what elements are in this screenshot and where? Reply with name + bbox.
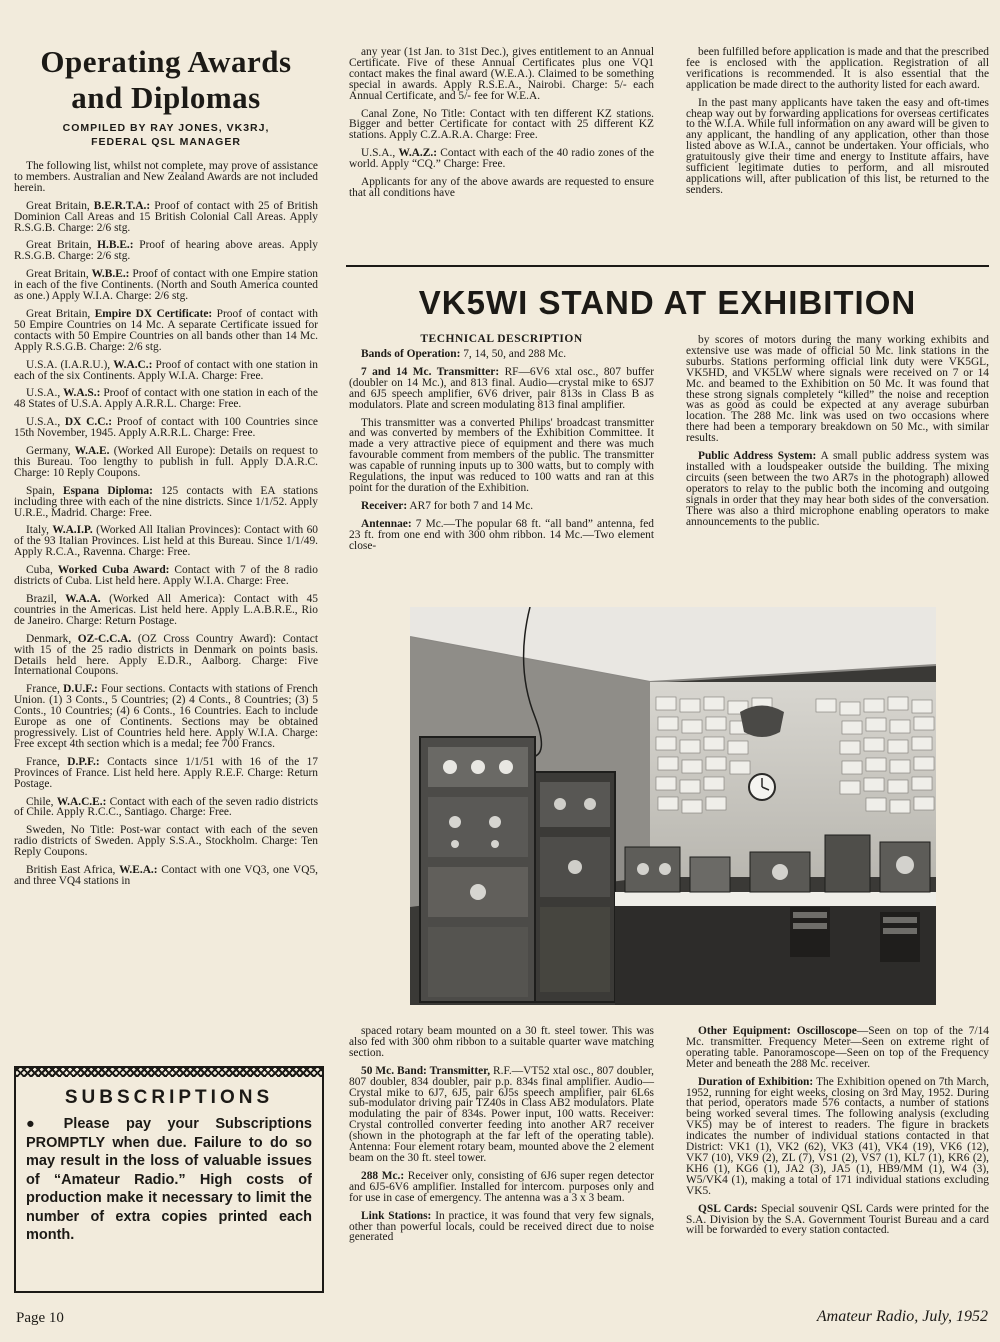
paragraph-heading: W.B.E.: bbox=[91, 268, 130, 281]
paragraph-text: any year (1st Jan. to 31st Dec.), gives entitlement to an Annual Certificate. Five of these Annual Certificates plus one VQ1 contact makes the final award (W.E.A.). Claimed to be something special in awards. Apply R.S.E.A., Nairobi. Charge: 5/- each Annual Certificate, and 5/- fee for W.E.A. bbox=[349, 46, 654, 102]
paragraph-heading: Duration of Exhibition: bbox=[698, 1075, 814, 1088]
paragraph-text: Proof of contact with one Empire station in each of the five Continents. (North and South America counted as one.) Apply W.I.A. Charge: 2/6 stg. bbox=[14, 268, 319, 303]
exhibition-banner: VK5WI STAND AT EXHIBITION bbox=[418, 284, 917, 321]
paragraph bbox=[14, 525, 318, 558]
paragraph-heading: Other Equipment: Oscilloscope bbox=[698, 1025, 857, 1037]
magazine-issue: Amateur Radio, July, 1952 bbox=[816, 1308, 988, 1325]
paragraph-heading: Empire DX Certificate: bbox=[94, 307, 213, 320]
technical-description-heading: TECHNICAL DESCRIPTION bbox=[420, 333, 583, 345]
paragraph bbox=[686, 335, 989, 444]
paragraph-text: U.S.A., bbox=[26, 387, 64, 400]
paragraph-text: U.S.A., bbox=[26, 416, 65, 429]
paragraph-heading: D.U.F.: bbox=[63, 683, 98, 696]
paragraph-text: been fulfilled before application is made and that the prescribed fee is enclosed with the application. Registration of all verifications is recommended. It is also essential that the application be made direct to the authority listed for each award. bbox=[686, 46, 989, 91]
paragraph-text: Great Britain, bbox=[26, 268, 92, 281]
paragraph-heading: Receiver: bbox=[361, 499, 408, 512]
paragraph-heading: H.B.E.: bbox=[97, 239, 134, 252]
paragraph bbox=[349, 109, 654, 142]
paragraph-text: R.F.—VT52 xtal osc., 807 doubler, 807 doubler, 834 doubler, pair p.p. 834s final amplifier. Audio—Crystal mike to 6J7, 6J5, pair 6J5s speech amplifier, pair 6L6s sub-modulator driving pair TZ40s in Class AB2 modulators. Plate modulating the pair of 834s. Power input, 100 watts. Receiver: Crystal controlled converter feeding into another AR7 receiver (shown in the photograph at the far left of the operating table). Antenna: Four element rotary beam, mounted above the 2 element beam on the 30 ft. steel tower. bbox=[349, 1064, 654, 1164]
paragraph-heading: Public Address System: bbox=[698, 450, 817, 463]
paragraph-text: spaced rotary beam mounted on a 30 ft. steel tower. This was also fed with 300 ohm ribbon to a suitable quarter wave matching section. bbox=[349, 1025, 654, 1059]
paragraph-text: Proof of contact with 25 of British Dominion Call Areas and 15 British Colonial Call Areas. Apply R.S.G.B. Charge: 2/6 stg. bbox=[14, 199, 318, 234]
paragraph bbox=[349, 519, 654, 552]
paragraph-heading: W.E.A.: bbox=[119, 864, 158, 877]
paragraph-text: Contact with each of the 40 radio zones of the world. Apply “CQ.” Charge: Free. bbox=[349, 147, 655, 171]
paragraph-text: Italy, bbox=[26, 524, 53, 537]
paragraph-text: Germany, bbox=[26, 445, 75, 458]
paragraph-text: 7 Mc.—The popular 68 ft. “all band” antenna, fed 23 ft. from one end with 300 ohm ribbon. 14 Mc.—Two element close- bbox=[349, 517, 654, 552]
paragraph bbox=[14, 269, 318, 302]
paragraph-heading: QSL Cards: bbox=[698, 1202, 758, 1215]
paragraph-text: RF—6V6 xtal osc., 807 buffer (doubler on 14 Mc.), and 813 final. Audio—crystal mike to 6SJ7 and 6J5 speech amplifier, 6V6 driver, pair 813s in Class B as modulators. Plate and screen modulating 813 final amplifier. bbox=[349, 365, 654, 411]
subscriptions-text: ● Please pay your Subscriptions PROMPTLY when due. Failure to do so may result in the loss of valuable issues of “Amateur Radio.” High costs of production make it necessary to limit the number of extra copies printed each month. bbox=[26, 1116, 312, 1243]
subscriptions-notice bbox=[14, 1066, 324, 1293]
subscriptions-border-top bbox=[16, 1068, 322, 1077]
paragraph-heading: 288 Mc.: bbox=[361, 1169, 405, 1182]
paragraph-heading: W.A.Z.: bbox=[398, 147, 437, 160]
column-3-exhibition-details bbox=[686, 1026, 989, 1243]
paragraph bbox=[14, 388, 318, 410]
section-divider bbox=[346, 265, 989, 267]
paragraph-heading: W.A.E. bbox=[74, 445, 110, 458]
paragraph bbox=[14, 865, 318, 887]
paragraph-text: Contacts since 1/1/51 with 16 of the 17 Provinces of France. List held here. Apply R.E.F. Charge: Return Postage. bbox=[14, 755, 318, 790]
paragraph-text: U.S.A. (I.A.R.U.), bbox=[26, 358, 114, 371]
paragraph-text: Cuba, bbox=[26, 564, 58, 577]
paragraph bbox=[349, 1171, 654, 1204]
paragraph-text: U.S.A., bbox=[361, 147, 399, 160]
paragraph bbox=[14, 446, 318, 479]
paragraph-text: This transmitter was a converted Philips' broadcast transmitter and was converted by members of the Exhibition Committee. It made a very attractive piece of equipment and there was much favourable comment from members of the public. The transmitter was capable of running inputs up to 300 watts, but to comply with Regulations, the input was reduced to 100 watts and ran at this point for the duration of the Exhibition. bbox=[349, 416, 654, 494]
paragraph-text: by scores of motors during the many working exhibits and extensive use was made of official 50 Mc. link stations in the suburbs. Stations performing official link duty were VK5GL, VK5HD, and VK5LW where signals were received on 7 or 14 Mc. and beamed to the Exhibition on 50 Mc. It was found that these strong signals completely “killed” the noise and reception was as good as could be expected at any average suburban location. The 288 Mc. link was used on two occasions where there had been a temporary breakdown on 50 Mc., with similar results. bbox=[686, 334, 989, 445]
paragraph-text: 125 contacts with EA stations including three with each of the nine districts. Since 1/1/52. Apply U.R.E., Madrid. Charge: Free. bbox=[14, 484, 318, 519]
paragraph-text: Proof of contact with 50 Empire Countries on 14 Mc. A separate Certificate issued for contacts with 50 Empire Countries on all bands other than 14 Mc. Apply R.S.G.B. Charge: 2/6 stg. bbox=[14, 307, 318, 353]
paragraph bbox=[349, 1211, 654, 1244]
paragraph-text: AR7 for both 7 and 14 Mc. bbox=[407, 499, 534, 512]
paragraph-text: Special souvenir QSL Cards were printed for the S.A. Division by the S.A. Government Tourist Bureau and a card will be forwarded to every station contacted. bbox=[686, 1202, 989, 1237]
paragraph bbox=[14, 309, 318, 353]
paragraph-text: France, bbox=[26, 755, 68, 768]
exhibition-stand-photo bbox=[410, 607, 936, 1005]
paragraph-heading: 50 Mc. Band: Transmitter, bbox=[361, 1064, 491, 1077]
paragraph-heading: W.A.I.P. bbox=[52, 524, 93, 537]
paragraph bbox=[686, 451, 989, 527]
paragraph-text: Canal Zone, No Title: Contact with ten different KZ stations. Bigger and better Certificate for contact with 25 different KZ stations. Apply C.Z.A.R.A. Charge: Free. bbox=[349, 107, 654, 142]
title-line-2: and Diplomas bbox=[71, 80, 261, 115]
technical-description-text bbox=[349, 349, 654, 552]
paragraph-text: (Worked All Europe): Details on request to this Bureau. Too lengthy to publish in full. Apply D.A.R.C. Charge: 10 Reply Coupons. bbox=[14, 445, 318, 479]
paragraph bbox=[14, 201, 318, 234]
paragraph-text: Contact with each of the seven radio districts of Chile. Apply R.C.C., Santiago. Charge: Free. bbox=[14, 795, 318, 819]
paragraph bbox=[349, 148, 654, 170]
paragraph bbox=[349, 367, 654, 411]
paragraph-heading: W.A.C.: bbox=[113, 358, 153, 371]
paragraph-text: (OZ Cross Country Award): Contact with 15 of the 25 radio districts in Denmark on points basis. Details held here. Apply E.D.R., Aalborg. Charge: Five International Coupons. bbox=[14, 632, 318, 678]
paragraph-heading: Antennae: bbox=[361, 517, 412, 530]
paragraph-text: Proof of contact with one station in each of the 48 States of U.S.A. Apply A.R.R.L. Charge: Free. bbox=[14, 387, 318, 411]
paragraph-text: France, bbox=[26, 683, 64, 696]
column-3-link-stations bbox=[686, 335, 989, 534]
paragraph bbox=[349, 349, 654, 360]
paragraph bbox=[349, 177, 654, 199]
column-1-awards-list bbox=[14, 161, 318, 894]
paragraph-text: Denmark, bbox=[26, 632, 78, 645]
column-2-awards-continued bbox=[349, 47, 654, 206]
paragraph-text: A small public address system was installed with a loudspeaker outside the building. The mixing circuits (seen between the two AR7s in the photograph) allowed operators to relay to the public both the incoming and outgoing signals in order that they may hear both sides of the conversation. There was also a third microphone enabling operators to make announcements to the public. bbox=[686, 450, 989, 528]
byline-line-2: FEDERAL QSL MANAGER bbox=[91, 136, 241, 148]
paragraph-text: In practice, it was found that very few signals, other than powerful locals, could be received direct due to noise generated bbox=[349, 1209, 654, 1244]
paragraph-heading: Worked Cuba Award: bbox=[57, 564, 170, 577]
paragraph-text: Applicants for any of the above awards are requested to ensure that all conditions have bbox=[349, 176, 654, 199]
article-title bbox=[20, 44, 312, 116]
paragraph bbox=[349, 1026, 654, 1059]
paragraph bbox=[14, 565, 318, 587]
paragraph bbox=[686, 1077, 989, 1197]
paragraph-text: Spain, bbox=[26, 484, 64, 497]
byline bbox=[20, 121, 312, 149]
paragraph-text: Proof of hearing above areas. Apply R.S.G.B. Charge: 2/6 stg. bbox=[14, 239, 318, 263]
paragraph-text: Great Britain, bbox=[26, 239, 98, 252]
paragraph-text: Great Britain, bbox=[26, 307, 95, 320]
exhibition-stand-photo-illustration bbox=[410, 607, 936, 1005]
page-number: Page 10 bbox=[16, 1310, 64, 1326]
paragraph-heading: Link Stations: bbox=[361, 1209, 432, 1222]
paragraph-heading: W.A.C.E.: bbox=[56, 795, 107, 808]
paragraph-text: 7, 14, 50, and 288 Mc. bbox=[460, 348, 567, 360]
paragraph bbox=[14, 684, 318, 749]
paragraph bbox=[14, 417, 318, 439]
paragraph-heading: W.A.S.: bbox=[63, 387, 101, 400]
paragraph bbox=[14, 240, 318, 262]
paragraph-heading: D.P.F.: bbox=[67, 755, 100, 768]
paragraph-text: Receiver only, consisting of 6J6 super regen detector and 6J5-6V6 amplifier. Installed for intercom. purposes only and for use in case of emergency. The antenna was a 3 x 3 beam. bbox=[349, 1169, 654, 1204]
paragraph-text: British East Africa, bbox=[26, 864, 120, 877]
paragraph bbox=[686, 98, 989, 196]
paragraph bbox=[349, 501, 654, 512]
paragraph bbox=[14, 594, 318, 627]
paragraph-text: Great Britain, bbox=[26, 199, 94, 212]
paragraph-heading: Espana Diploma: bbox=[63, 484, 153, 497]
paragraph bbox=[14, 360, 318, 382]
paragraph bbox=[14, 634, 318, 678]
paragraph-heading: B.E.R.T.A.: bbox=[93, 199, 151, 212]
paragraph-heading: DX C.C.: bbox=[64, 416, 113, 429]
title-line-1: Operating Awards bbox=[40, 44, 292, 79]
paragraph-text: Contact with 7 of the 8 radio districts of Cuba. List held here. Apply W.I.A. Charge: Free. bbox=[14, 564, 318, 588]
paragraph bbox=[686, 47, 989, 91]
paragraph-heading: Bands of Operation: bbox=[361, 348, 461, 360]
column-2-equipment-details bbox=[349, 1026, 654, 1250]
paragraph-text: —Seen on top of the 7/14 Mc. transmitter. Frequency Meter—Seen on extreme right of operating table. Panoramoscope—Seen on top of the Frequency Meter and beneath the 288 Mc. receiver. bbox=[686, 1025, 990, 1070]
paragraph bbox=[349, 418, 654, 494]
paragraph-text: The Exhibition opened on 7th March, 1952, running for eight weeks, closing on 3rd May, 1952. During that period, operators made 576 contacts, a number of stations being worked several times. The following analysis (excluding VK5) may be of interest to readers. The figure in brackets indicates the number of individual stations contacted in that District: VK1 (1), VK2 (62), VK3 (41), VK4 (19), VK6 (12), VK7 (10), VK9 (2), ZL (7), VS1 (2), VS7 (1), KL7 (1), KR6 (2), KH6 (1), KG6 (1), JA2 (3), JA5 (1), HB9/MM (1), W4 (3), W5/VK4 (1), making a total of 171 individual stations excluding VK5. bbox=[686, 1075, 989, 1197]
technical-description-section bbox=[349, 333, 654, 559]
paragraph-text: Chile, bbox=[26, 795, 57, 808]
paragraph-heading: OZ-C.C.A. bbox=[77, 632, 132, 645]
paragraph-text: Contact with one VQ3, one VQ5, and three VQ4 stations in bbox=[14, 864, 318, 887]
paragraph-text: In the past many applicants have taken the easy and oft-times cheap way out by forwarding applications for overseas certificates to the W.I.A. While full information on any award will be given to any applicant, the handling of any application, other than those listed above as W.I.A., cannot be undertaken. Your officials, who gratuitously give their time and energy to Institute affairs, have sufficient legitimate duties to perform, and all misrouted applications will, after publication of this list, be returned to the senders. bbox=[686, 96, 989, 196]
paragraph bbox=[14, 161, 318, 194]
paragraph-text: Sweden, No Title: Post-war contact with each of the seven radio districts of Sweden. Apply S.S.A., Stockholm. Charge: Ten Reply Coupons. bbox=[14, 824, 318, 859]
paragraph-heading: W.A.A. bbox=[65, 593, 101, 605]
paragraph-text: Proof of contact with one station in each of the six Continents. Apply W.I.A. Charge: Free. bbox=[14, 358, 318, 382]
paragraph-text: (Worked All America): Contact with 45 countries in the Americas. List held here. Apply L.A.B.R.E., Rio de Janeiro. Charge: Return Postage. bbox=[14, 593, 318, 627]
paragraph bbox=[686, 1204, 989, 1237]
paragraph-text: (Worked All Italian Provinces): Contact with 60 of the 93 Italian Provinces. List held at this Bureau. Since 1/1/49. Apply R.C.A., Ravenna. Charge: Free. bbox=[14, 524, 318, 559]
paragraph bbox=[349, 47, 654, 102]
paragraph bbox=[14, 757, 318, 790]
paragraph-text: Proof of contact with 100 Countries since 15th November, 1945. Apply A.R.R.L. Charge: Free. bbox=[14, 416, 318, 440]
paragraph bbox=[14, 825, 318, 858]
paragraph-text: Four sections. Contacts with stations of French Union. (1) 3 Conts., 5 Countries; (2) 4 Conts., 8 Countries; (3) 5 Conts., 10 Countries; (4) 6 Conts., 16 Countries. Each to include Europe as one of Continents. Sections may be obtained progressively. List of Countries held here. Apply W.I.A. Charge: Free except 4th section which is a medal; fee 700 Francs. bbox=[14, 683, 318, 750]
byline-line-1: COMPILED BY RAY JONES, VK3RJ, bbox=[62, 122, 270, 134]
paragraph-heading: 7 and 14 Mc. Transmitter: bbox=[361, 365, 500, 378]
column-3-application-notes bbox=[686, 47, 989, 203]
subscriptions-title: SUBSCRIPTIONS bbox=[64, 1087, 274, 1108]
paragraph bbox=[686, 1026, 989, 1070]
paragraph-text: The following list, whilst not complete, may prove of assistance to members. Australian and New Zealand Awards are not included herein. bbox=[14, 160, 318, 194]
paragraph bbox=[14, 797, 318, 819]
paragraph bbox=[349, 1066, 654, 1164]
paragraph-text: Brazil, bbox=[26, 593, 66, 605]
paragraph bbox=[14, 486, 318, 519]
